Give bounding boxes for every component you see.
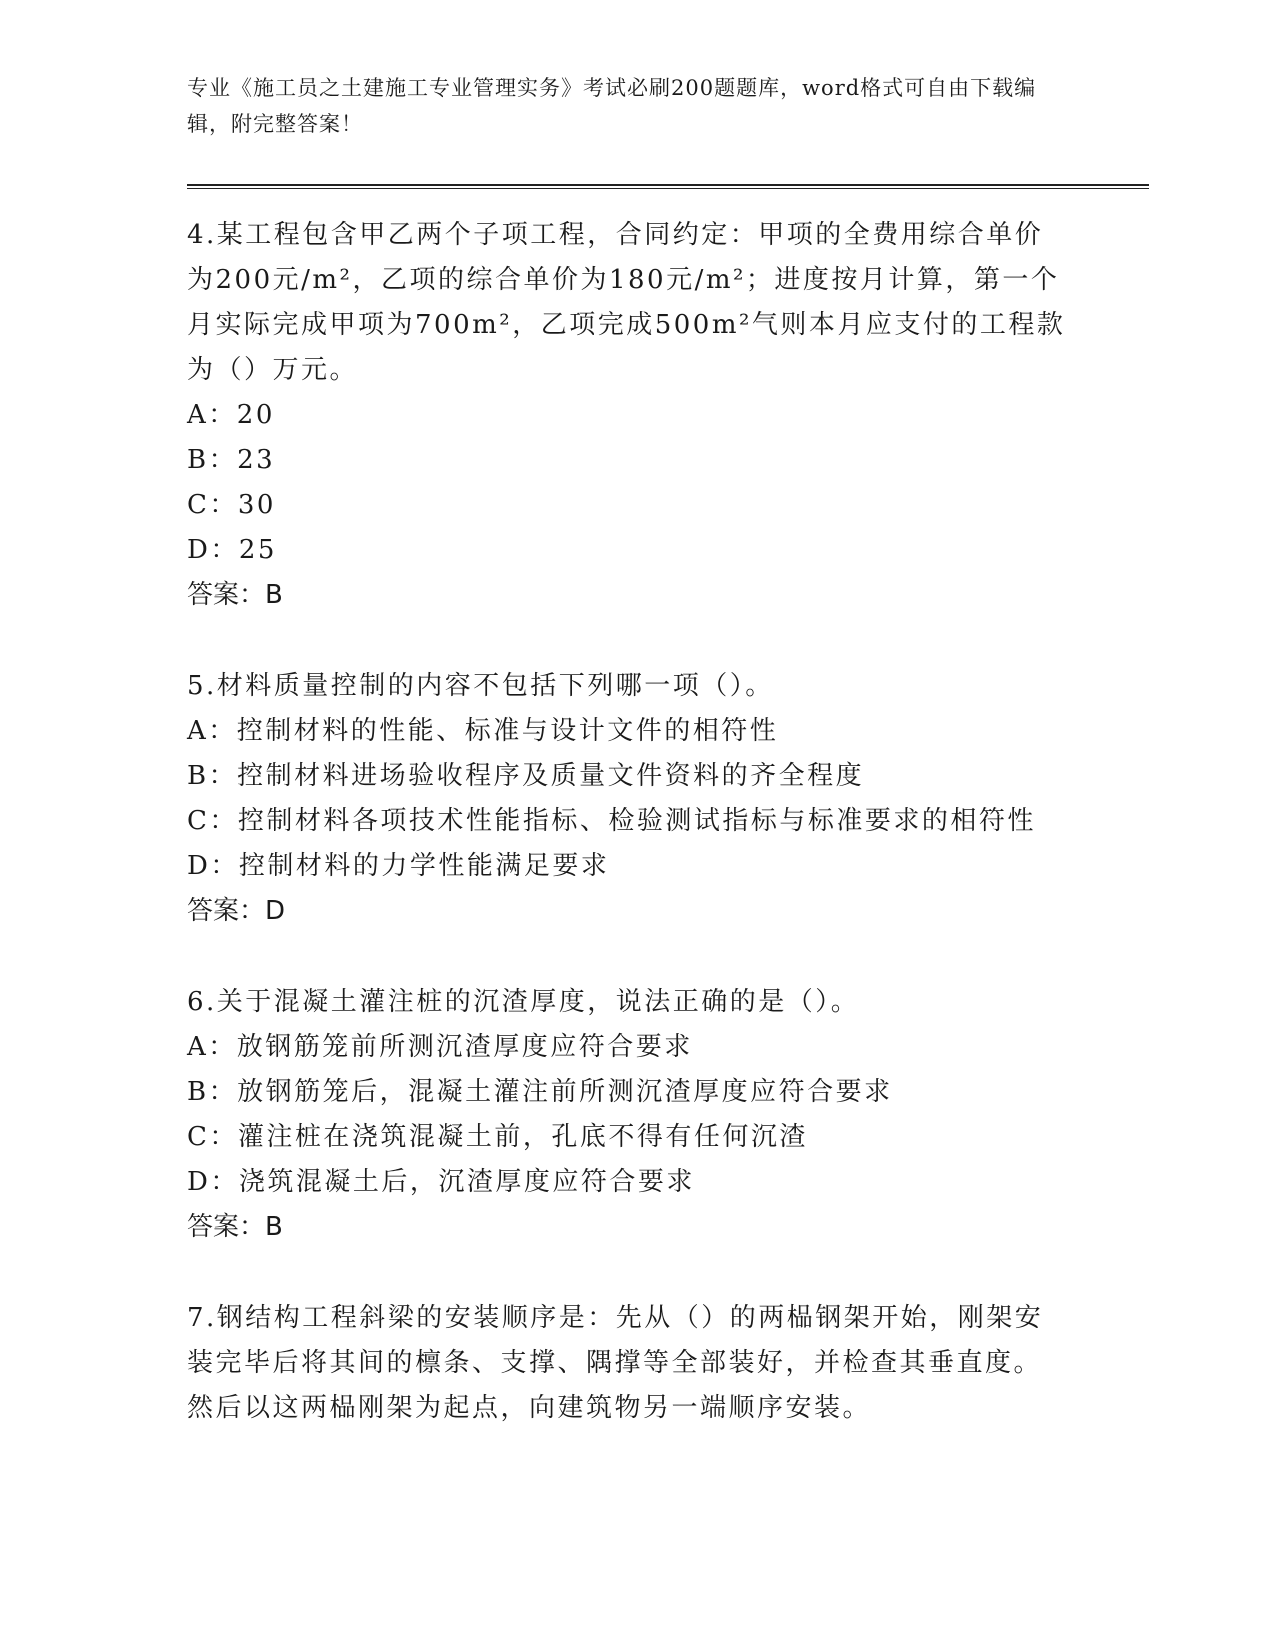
option-b: B：控制材料进场验收程序及质量文件资料的齐全程度 [187,761,865,791]
answer: 答案：D [187,896,286,926]
question-7 [187,1296,1147,1431]
header-divider [187,184,1149,189]
option-d: D：浇筑混凝土后，沉渣厚度应符合要求 [187,1167,695,1197]
option-a: A：放钢筋笼前所测沉渣厚度应符合要求 [187,1032,693,1062]
option-c: C：控制材料各项技术性能指标、检验测试指标与标准要求的相符性 [187,806,1036,836]
question-6 [187,980,1147,1250]
option-c: C：灌注桩在浇筑混凝土前，孔底不得有任何沉渣 [187,1122,808,1152]
answer: 答案：B [187,580,283,610]
option-b: B：放钢筋笼后，混凝土灌注前所测沉渣厚度应符合要求 [187,1077,893,1107]
option-d: D：25 [187,535,277,565]
option-a: A：20 [187,400,275,430]
option-c: C：30 [187,490,276,520]
document-page [187,70,1147,1477]
option-b: B：23 [187,445,276,475]
question-text: 5.材料质量控制的内容不包括下列哪一项（）。 [187,671,774,701]
option-d: D：控制材料的力学性能满足要求 [187,851,610,881]
question-4 [187,213,1147,618]
question-list [187,213,1147,1431]
answer: 答案：B [187,1212,283,1242]
question-5 [187,664,1147,934]
document-header: 专业《施工员之土建施工专业管理实务》考试必刷200题题库，word格式可自由下载编辑，附完整答案！ [187,76,1037,136]
question-text: 4.某工程包含甲乙两个子项工程，合同约定：甲项的全费用综合单价为200元/m²，乙项的综合单价为180元/m²；进度按月计算，第一个月实际完成甲项为700m²，乙项完成500m²气则本月应支付的工程款为（）万元。 [187,220,1066,385]
question-text: 6.关于混凝土灌注桩的沉渣厚度，说法正确的是（）。 [187,987,860,1017]
option-a: A：控制材料的性能、标准与设计文件的相符性 [187,716,779,746]
question-text: 7.钢结构工程斜梁的安装顺序是：先从（）的两榀钢架开始，刚架安装完毕后将其间的檩条、支撑、隅撑等全部装好，并检查其垂直度。然后以这两榀刚架为起点，向建筑物另一端顺序安装。 [187,1303,1044,1423]
